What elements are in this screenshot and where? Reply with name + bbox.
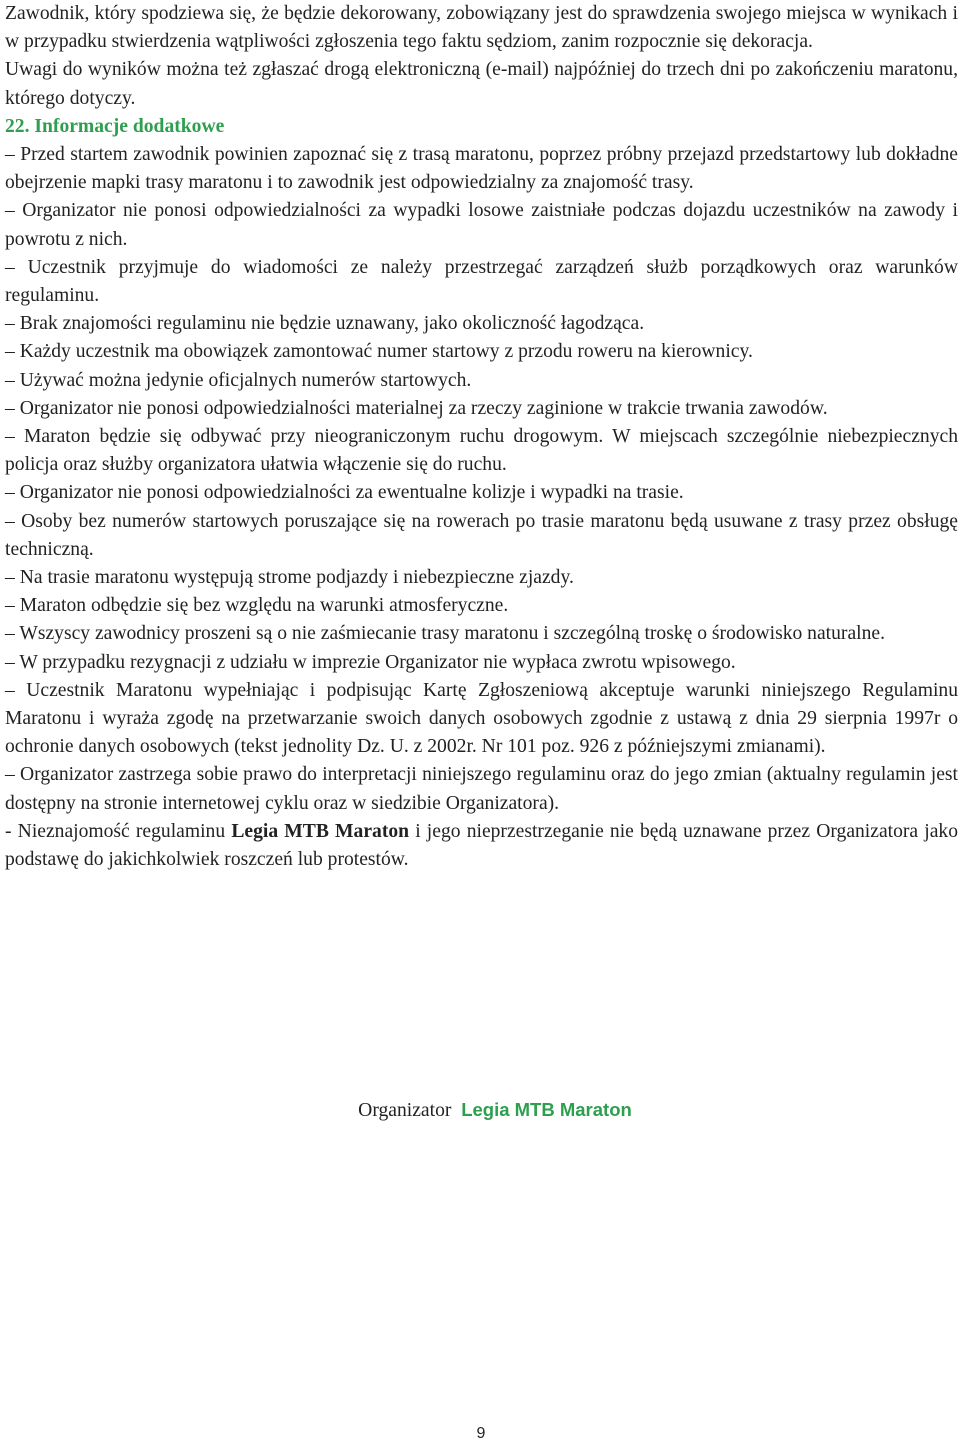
- list-item: – Wszyscy zawodnicy proszeni są o nie zaśmiecanie trasy maratonu i szczególną troskę o środowisko naturalne.: [5, 623, 885, 645]
- list-item: – Organizator zastrzega sobie prawo do interpretacji niniejszego regulaminu oraz do jego zmian (aktualny regulamin jest dostępny na stronie internetowej cyklu oraz w siedzibie Organizatora).: [5, 764, 958, 814]
- document-body: [5, 0, 958, 874]
- signature: [0, 1096, 960, 1125]
- page-number: 9: [476, 1425, 486, 1442]
- list-item: – Osoby bez numerów startowych poruszające się na rowerach po trasie maratonu będą usuwane z trasy przez obsługę techniczną.: [5, 510, 958, 560]
- list-item: – Organizator nie ponosi odpowiedzialności materialnej za rzeczy zaginione w trakcie trwania zawodów.: [5, 397, 828, 419]
- final-item-text-end: i jego nieprzestrzeganie nie będą uznawane przez Organizatora jako podstawę do jakichkolwiek roszczeń lub protestów.: [5, 820, 958, 871]
- list-item: – Maraton będzie się odbywać przy nieograniczonym ruchu drogowym. W miejscach szczególnie niebezpiecznych policja oraz służby organizatora ułatwia włączenie się do ruchu.: [5, 426, 958, 476]
- list-item: – Na trasie maratonu występują strome podjazdy i niebezpieczne zjazdy.: [5, 567, 574, 589]
- list-item: – Przed startem zawodnik powinien zapoznać się z trasą maratonu, poprzez próbny przejazd przedstartowy lub dokładne obejrzenie mapki trasy maratonu i to zawodnik jest odpowiedzialny za znajomość trasy.: [5, 144, 958, 194]
- signature-brand: Legia MTB Maraton: [461, 1099, 632, 1120]
- list-item-final: [5, 818, 958, 874]
- section-heading: 22. Informacje dodatkowe: [5, 115, 225, 137]
- list-item: – Uczestnik Maratonu wypełniając i podpisując Kartę Zgłoszeniową akceptuje warunki niniejszego Regulaminu Maratonu i wyraża zgodę na przetwarzanie swoich danych osobowych zgodnie z ustawą z dnia 29 sierpnia 1997r o ochronie danych osobowych (tekst jednolity Dz. U. z 2002r. Nr 101 poz. 926 z późniejszymi zmianami).: [5, 679, 958, 758]
- list-item: – Organizator nie ponosi odpowiedzialności za ewentualne kolizje i wypadki na trasie.: [5, 482, 684, 504]
- paragraph-results-remarks: Uwagi do wyników można też zgłaszać drogą elektroniczną (e-mail) najpóźniej do trzech dni po zakończeniu maratonu, którego dotyczy.: [5, 59, 958, 109]
- list-item: – Maraton odbędzie się bez względu na warunki atmosferyczne.: [5, 595, 509, 617]
- final-item-text-start: - Nieznajomość regulaminu: [5, 820, 232, 842]
- list-item: – Używać można jedynie oficjalnych numerów startowych.: [5, 369, 472, 391]
- signature-label: Organizator: [358, 1100, 452, 1121]
- list-item: – Brak znajomości regulaminu nie będzie uznawany, jako okoliczność łagodząca.: [5, 313, 645, 335]
- list-item: – W przypadku rezygnacji z udziału w imprezie Organizator nie wypłaca zwrotu wpisowego.: [5, 651, 736, 673]
- paragraph-decoration-check: Zawodnik, który spodziewa się, że będzie dekorowany, zobowiązany jest do sprawdzenia swojego miejsca w wynikach i w przypadku stwierdzenia wątpliwości zgłoszenia tego faktu sędziom, zanim rozpocznie się dekoracja.: [5, 3, 958, 53]
- list-item: – Uczestnik przyjmuje do wiadomości ze należy przestrzegać zarządzeń służb porządkowych oraz warunków regulaminu.: [5, 256, 958, 307]
- list-item: – Każdy uczestnik ma obowiązek zamontować numer startowy z przodu roweru na kierownicy.: [5, 341, 753, 363]
- event-name-bold: Legia MTB Maraton: [231, 820, 410, 842]
- list-item: – Organizator nie ponosi odpowiedzialności za wypadki losowe zaistniałe podczas dojazdu uczestników na zawody i powrotu z nich.: [5, 200, 958, 250]
